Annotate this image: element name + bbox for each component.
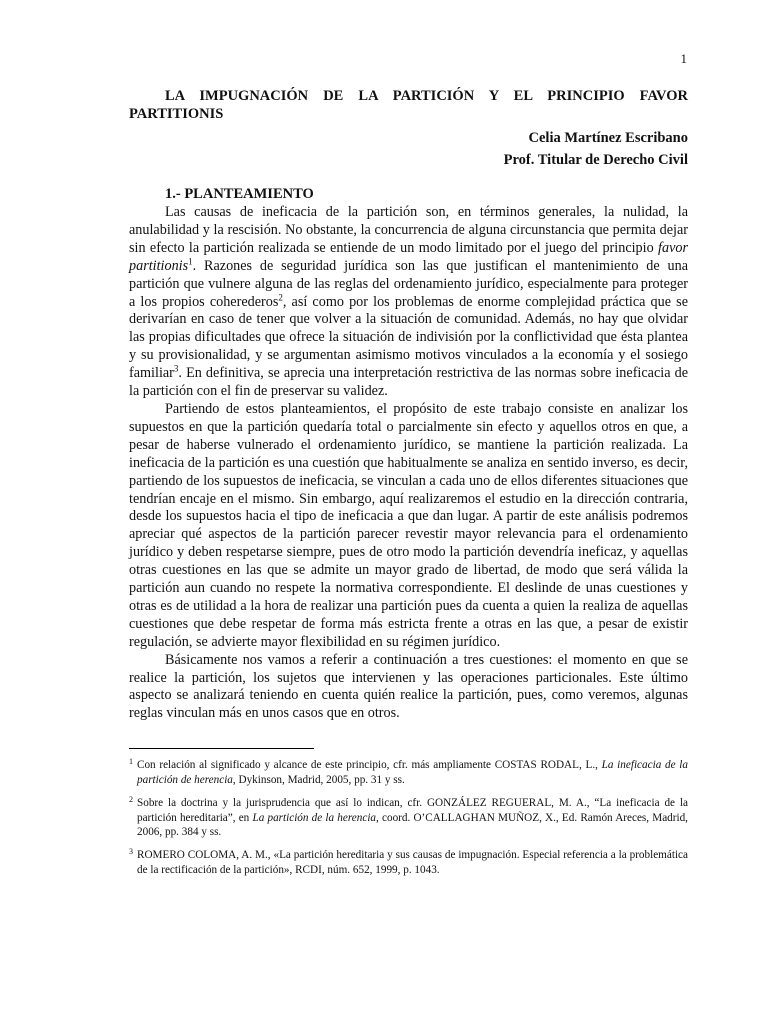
- footnote-number: 1: [129, 757, 133, 767]
- footnote-ref-3[interactable]: 3: [173, 363, 179, 374]
- footnote-2-text-b: , coord. O’CALLAGHAN MUÑOZ, X., Ed. Ramón Areces, Madrid, 2006, pp. 384 y ss.: [137, 811, 688, 838]
- document-title: LA IMPUGNACIÓN DE LA PARTICIÓN Y EL PRINCIPIO FAVOR PARTITIONIS: [129, 88, 688, 122]
- paragraph-1-italic-term: favor partitionis: [129, 239, 688, 274]
- footnote-ref-2[interactable]: 2: [278, 291, 283, 302]
- footnote-separator: [129, 748, 314, 749]
- footnote-2-text-a: Sobre la doctrina y la jurisprudencia que así lo indican, cfr. GONZÁLEZ REGUERAL, M. A., “La ineficacia de la partición hereditaria”, en: [137, 797, 688, 824]
- paragraph-3: Básicamente nos vamos a referir a continuación a tres cuestiones: el momento en que se realice la partición, los sujetos que intervienen y las operaciones particionales. Este último aspecto se analizará teniendo en cuenta quién realice la partición, pues, como veremos, algunas reglas vinculan más en unos casos que en otros.: [129, 651, 688, 722]
- document-page: [129, 0, 688, 877]
- footnote-2: [129, 796, 688, 839]
- footnote-1: [129, 758, 688, 787]
- section-heading: 1.- PLANTEAMIENTO: [165, 186, 314, 202]
- footnote-3-text: ROMERO COLOMA, A. M., «La partición hereditaria y sus causas de impugnación. Especial referencia a la problemática de la rectificación de la partición», RCDI, núm. 652, 1999, p. 1043.: [137, 849, 688, 876]
- footnote-2-italic: La partición de la herencia: [252, 811, 377, 824]
- paragraph-1-text-d: . En definitiva, se aprecia una interpretación restrictiva de las normas sobre ineficacia de la partición con el fin de preservar su validez.: [129, 365, 688, 400]
- author-name: Celia Martínez Escribano: [528, 130, 688, 146]
- author-position: Prof. Titular de Derecho Civil: [503, 152, 688, 168]
- footnote-number: 3: [129, 847, 133, 857]
- paragraph-1-text-c: , así como por los problemas de enorme complejidad práctica que se derivarían en caso de tener que volver a la situación de comunidad. Además, no hay que olvidar las propias dificultades que ofrece la situación de indivisión por la conflictividad que ésta plantea y su provisionalidad, y se argumentan asimismo motivos vinculados a la economía y el sosiego familiar: [129, 293, 688, 382]
- paragraph-1-text-b: . Razones de seguridad jurídica son las que justifican el mantenimiento de una partición que vulnere alguna de las reglas del ordenamiento jurídico, especialmente para proteger a los propios coherederos: [129, 257, 688, 310]
- author-block: [129, 127, 688, 171]
- footnote-3: [129, 848, 688, 877]
- page-number: 1: [680, 51, 687, 66]
- footnote-1-text-a: Con relación al significado y alcance de este principio, cfr. más ampliamente COSTAS RODAL, L.,: [137, 759, 602, 772]
- footnote-1-italic: La ineficacia de la partición de herencia: [137, 759, 688, 786]
- footnote-1-text-b: , Dykinson, Madrid, 2005, pp. 31 y ss.: [232, 773, 405, 786]
- paragraph-2: Partiendo de estos planteamientos, el propósito de este trabajo consiste en analizar los supuestos en que la partición quedaría total o parcialmente sin efecto y aquellos otros en que, a pesar de haberse vulnerado el ordenamiento jurídico, se mantiene la partición realizada. La ineficacia de la partición es una cuestión que habitualmente se analiza en sentido inverso, es decir, partiendo de los supuestos de ineficacia, se vinculan a cada uno de ellos diferentes situaciones que tendrían encaje en el mismo. Sin embargo, aquí realizaremos el estudio en la dirección contraria, desde los supuestos hacia el tipo de ineficacia a que dan lugar. A partir de este análisis podremos apreciar qué aspectos de la partición parecer revestir mayor relevancia para el ordenamiento jurídico y deben respetarse siempre, pues de otro modo la partición devendría ineficaz, y aquellas otras cuestiones en las que se admite un mayor grado de libertad, de modo que será válida la partición aun cuando no respete la normativa correspondiente. El deslinde de unas cuestiones y otras es de utilidad a la hora de realizar una partición pues da cuenta a quien la realiza de aquellas cuestiones que debe respetar de forma más estricta frente a otras en las que, a pesar de existir regulación, se advierte mayor flexibilidad en su régimen jurídico.: [129, 400, 688, 650]
- footnote-ref-1[interactable]: 1: [188, 255, 193, 266]
- footnote-number: 2: [129, 795, 133, 805]
- paragraph-1: [129, 204, 688, 401]
- paragraph-1-text-a: Las causas de ineficacia de la partición son, en términos generales, la nulidad, la anulabilidad y la rescisión. No obstante, la concurrencia de alguna circunstancia que permita dejar sin efecto la partición realizada se entiende de un modo limitado por el juego del principio: [129, 204, 688, 256]
